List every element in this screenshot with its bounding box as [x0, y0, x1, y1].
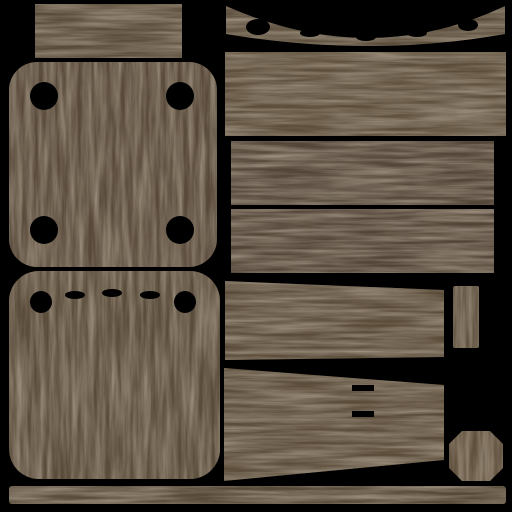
- octagon-cap: [449, 431, 503, 481]
- panel-hole: [174, 291, 196, 313]
- rail-slot: [407, 29, 427, 37]
- rail-slot: [458, 19, 478, 31]
- small-vertical-block: [453, 286, 479, 348]
- rail-slot: [356, 33, 376, 41]
- panel-slot: [102, 289, 122, 297]
- bottom-thin-strip: [9, 486, 506, 504]
- panel-hole: [30, 291, 52, 313]
- panel-hole: [166, 82, 194, 110]
- square-panel-four-holes: [9, 62, 217, 267]
- panel-hole: [30, 82, 58, 110]
- panel-hole: [30, 216, 58, 244]
- square-panel-with-slots: [9, 271, 220, 479]
- long-board-middle: [231, 141, 494, 205]
- board-slot: [352, 385, 374, 391]
- rail-slot: [300, 29, 320, 37]
- panel-hole: [166, 216, 194, 244]
- panel-slot: [140, 291, 160, 299]
- panel-slot: [65, 291, 85, 299]
- long-board-lower: [231, 209, 494, 273]
- board-slot: [352, 411, 374, 417]
- long-board-top: [225, 52, 506, 136]
- rail-slot: [246, 19, 270, 35]
- top-plank-strip: [35, 4, 182, 58]
- medium-board: [225, 281, 444, 360]
